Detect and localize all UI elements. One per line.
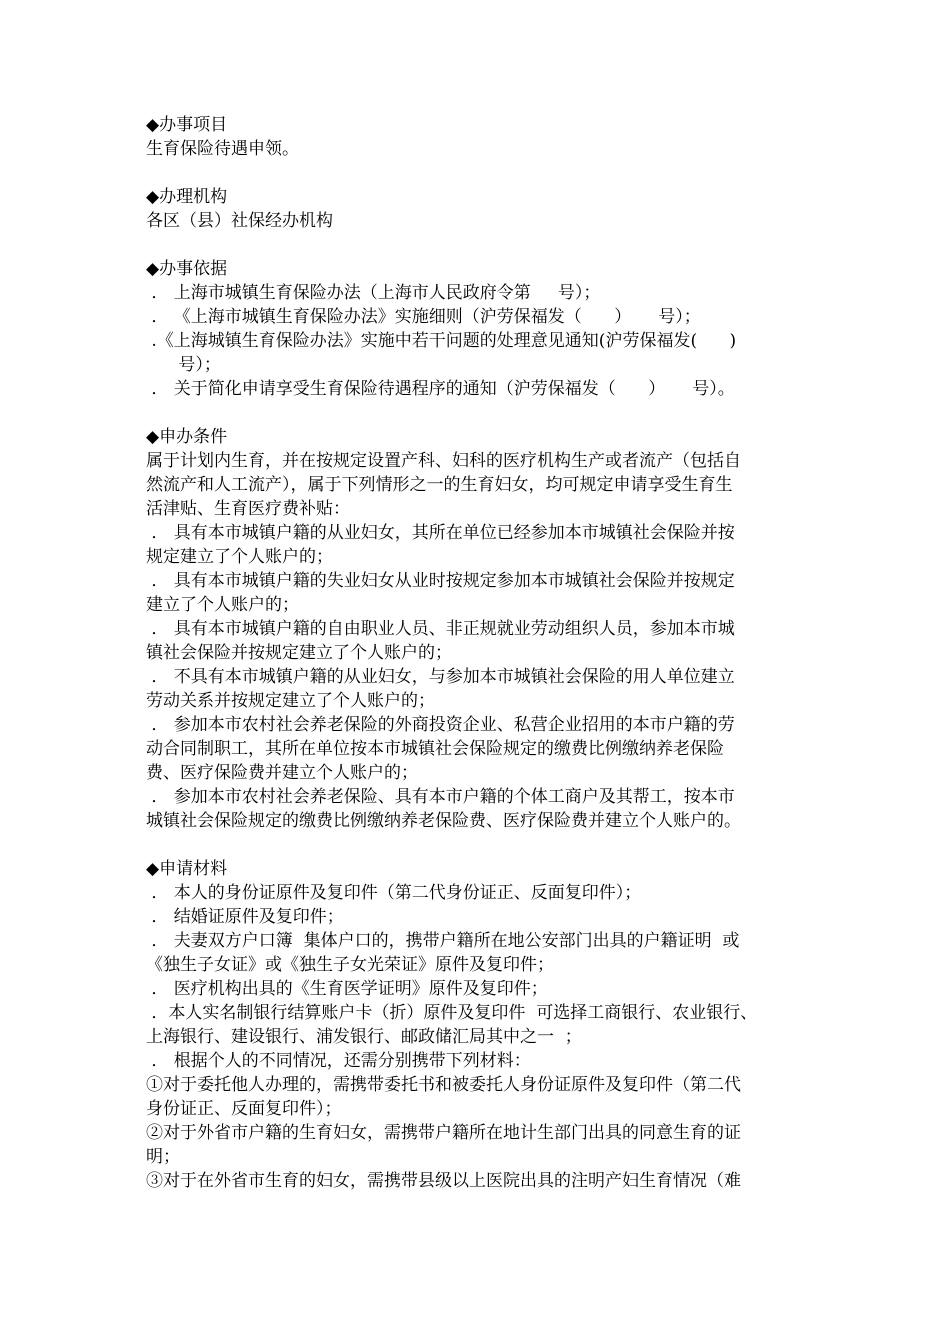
agency-text: 各区（县）社保经办机构 bbox=[146, 211, 333, 231]
conditions-line: 镇社会保险并按规定建立了个人账户的； bbox=[146, 643, 452, 663]
section-heading-conditions: ◆申办条件 bbox=[146, 427, 228, 447]
basis-line: ． 《上海市城镇生育保险办法》实施细则（沪劳保福发（ ） 号）； bbox=[146, 307, 701, 327]
basis-line: 号）； bbox=[146, 355, 221, 375]
document-page bbox=[146, 113, 810, 1193]
materials-line: ． 夫妻双方户口簿 集体户口的，携带户籍所在地公安部门出具的户籍证明 或 bbox=[146, 931, 740, 951]
materials-line: ． 本人的身份证原件及复印件（第二代身份证正、反面复印件）； bbox=[146, 883, 642, 903]
materials-line: ． 医疗机构出具的《生育医学证明》原件及复印件； bbox=[146, 979, 548, 999]
conditions-line: ． 具有本市城镇户籍的自由职业人员、非正规就业劳动组织人员，参加本市城 bbox=[146, 619, 735, 639]
materials-line: ．本人实名制银行结算账户卡（折）原件及复印件 可选择工商银行、农业银行、 bbox=[146, 1003, 758, 1023]
materials-line: ②对于外省市户籍的生育妇女，需携带户籍所在地计生部门出具的同意生育的证 bbox=[146, 1123, 741, 1143]
materials-line: ． 结婚证原件及复印件； bbox=[146, 907, 344, 927]
materials-line: 身份证正、反面复印件）； bbox=[146, 1099, 342, 1119]
conditions-line: 劳动关系并按规定建立了个人账户的； bbox=[146, 691, 435, 711]
conditions-line: 属于计划内生育，并在按规定设置产科、妇科的医疗机构生产或者流产（包括自 bbox=[146, 451, 741, 471]
materials-line: ③对于在外省市生育的妇女，需携带县级以上医院出具的注明产妇生育情况（难 bbox=[146, 1171, 741, 1191]
materials-line: ①对于委托他人办理的，需携带委托书和被委托人身份证原件及复印件（第二代 bbox=[146, 1075, 741, 1095]
materials-line: 明； bbox=[146, 1147, 180, 1167]
conditions-line: ． 具有本市城镇户籍的失业妇女从业时按规定参加本市城镇社会保险并按规定 bbox=[146, 571, 735, 591]
conditions-line: ． 具有本市城镇户籍的从业妇女，其所在单位已经参加本市城镇社会保险并按 bbox=[146, 523, 735, 543]
section-heading-basis: ◆办事依据 bbox=[146, 259, 228, 279]
conditions-line: 然流产和人工流产），属于下列情形之一的生育妇女，均可规定申请享受生育生 bbox=[146, 475, 733, 495]
basis-line: ． 上海市城镇生育保险办法（上海市人民政府令第 号）； bbox=[146, 283, 601, 303]
basis-line: .《上海城镇生育保险办法》实施中若干问题的处理意见通知(沪劳保福发( ) bbox=[146, 331, 737, 351]
materials-line: ． 根据个人的不同情况，还需分别携带下列材料： bbox=[146, 1051, 531, 1071]
section-heading-materials: ◆申请材料 bbox=[146, 859, 228, 879]
conditions-line: 动合同制职工，其所在单位按本市城镇社会保险规定的缴费比例缴纳养老保险 bbox=[146, 739, 724, 759]
materials-line: 上海银行、建设银行、浦发银行、邮政储汇局其中之一 ； bbox=[146, 1027, 582, 1047]
conditions-line: 建立了个人账户的； bbox=[146, 595, 299, 615]
section-heading-agency: ◆办理机构 bbox=[146, 187, 228, 207]
materials-line: 《独生子女证》或《独生子女光荣证》原件及复印件； bbox=[146, 955, 554, 975]
conditions-line: 费、医疗保险费并建立个人账户的； bbox=[146, 763, 418, 783]
conditions-line: 城镇社会保险规定的缴费比例缴纳养老保险费、医疗保险费并建立个人账户的。 bbox=[146, 811, 741, 831]
section-heading-item: ◆办事项目 bbox=[146, 115, 228, 135]
conditions-line: ． 参加本市农村社会养老保险、具有本市户籍的个体工商户及其帮工，按本市 bbox=[146, 787, 735, 807]
conditions-line: 活津贴、生育医疗费补贴： bbox=[146, 499, 350, 519]
conditions-line: ． 不具有本市城镇户籍的从业妇女，与参加本市城镇社会保险的用人单位建立 bbox=[146, 667, 735, 687]
item-text: 生育保险待遇申领。 bbox=[146, 139, 299, 159]
basis-line: ． 关于简化申请享受生育保险待遇程序的通知（沪劳保福发（ ） 号）。 bbox=[146, 379, 735, 399]
conditions-line: 规定建立了个人账户的； bbox=[146, 547, 333, 567]
conditions-line: ． 参加本市农村社会养老保险的外商投资企业、私营企业招用的本市户籍的劳 bbox=[146, 715, 735, 735]
